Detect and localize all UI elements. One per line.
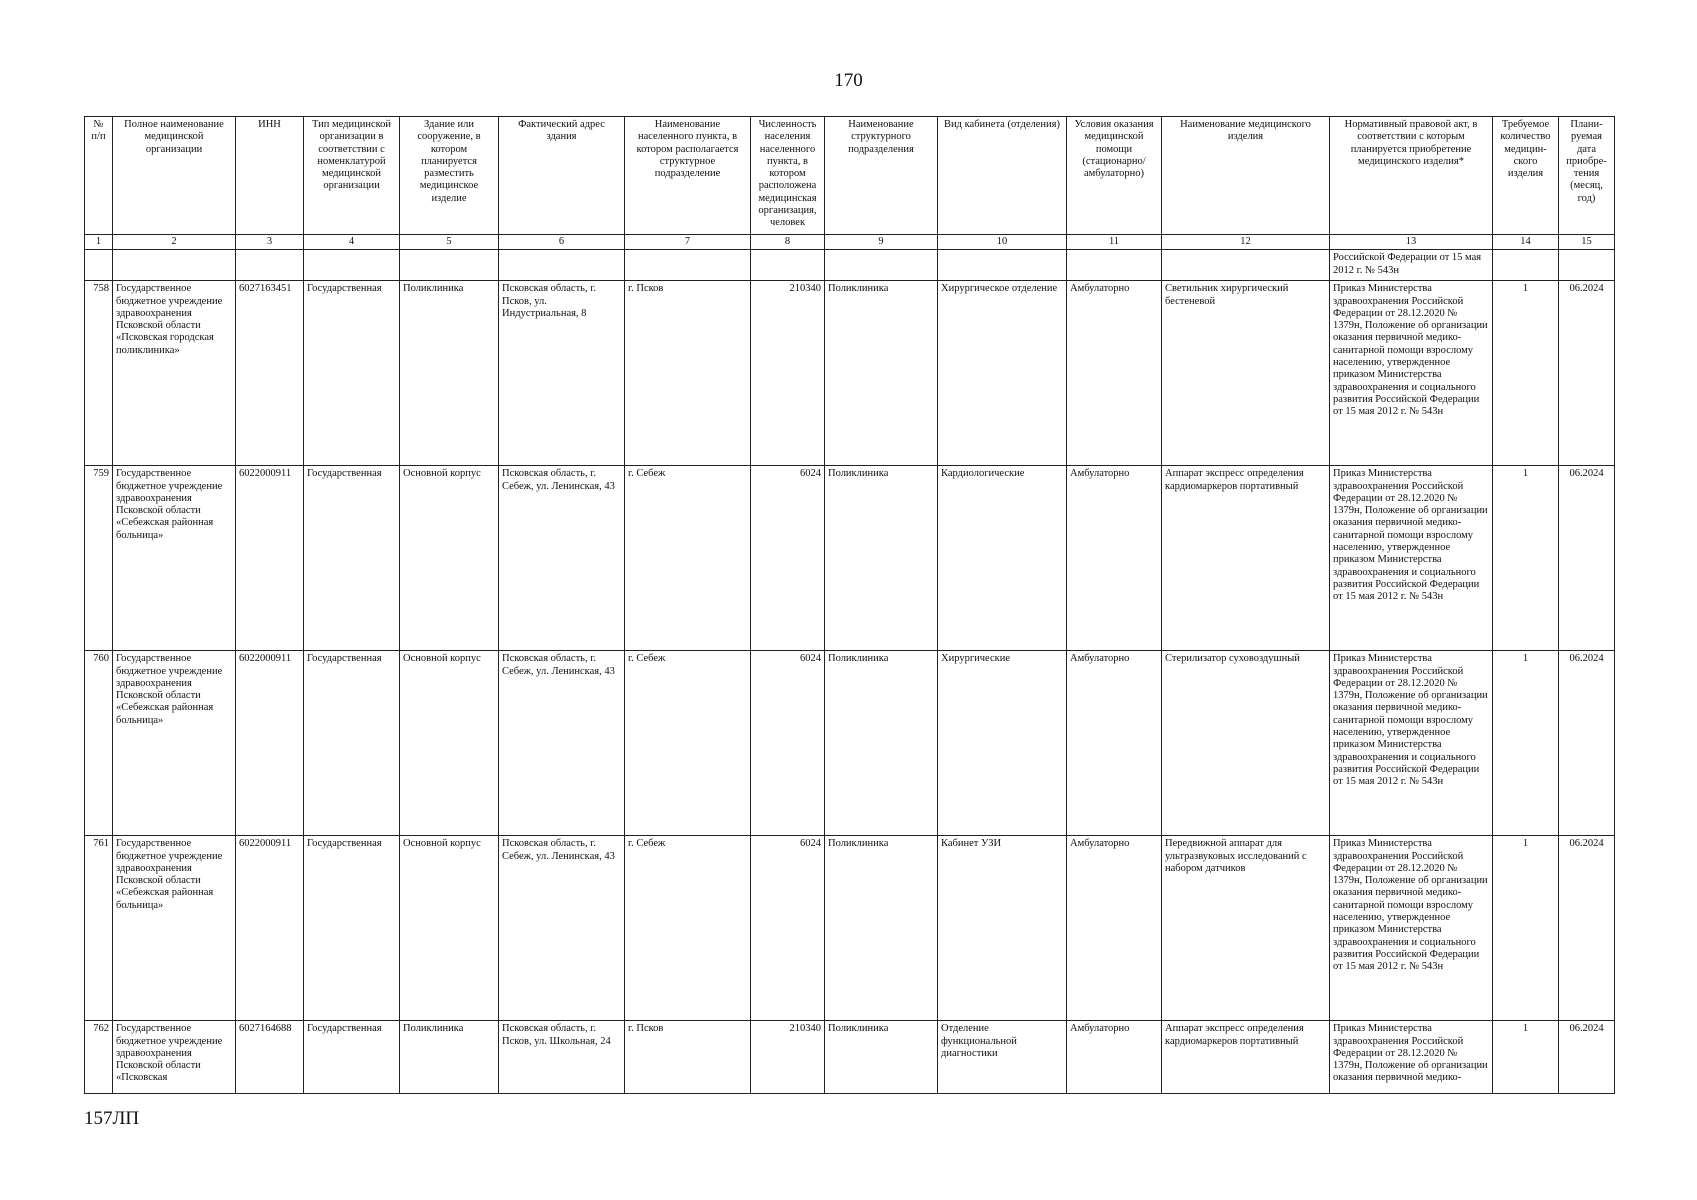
purchase-date: 06.2024 <box>1559 281 1615 466</box>
column-number: 13 <box>1330 235 1493 250</box>
header-cell: Нормативный правовой акт, в соответствии с которым планируется приобретение медицинского изделия* <box>1330 117 1493 235</box>
address: Псковская область, г. Псков, ул. Школьная, 24 <box>499 1021 625 1094</box>
inn: 6022000911 <box>236 466 304 651</box>
empty-cell <box>113 250 236 281</box>
table-row <box>85 1021 1615 1094</box>
cabinet-type: Кардиологические <box>938 466 1067 651</box>
locality: г. Себеж <box>625 651 751 836</box>
equipment-registry-table <box>84 116 1615 1094</box>
empty-cell <box>751 250 825 281</box>
column-number: 6 <box>499 235 625 250</box>
page-number: 170 <box>834 70 863 91</box>
building: Основной корпус <box>400 651 499 836</box>
inn: 6027164688 <box>236 1021 304 1094</box>
row-number: 758 <box>85 281 113 466</box>
organization-name: Государственное бюджетное учреждение здравоохранения Псковской области «Псковская <box>113 1021 236 1094</box>
column-number: 2 <box>113 235 236 250</box>
organization-type: Государственная <box>304 281 400 466</box>
header-cell: Наименование структурного подразделения <box>825 117 938 235</box>
purchase-date: 06.2024 <box>1559 651 1615 836</box>
structural-unit: Поликлиника <box>825 651 938 836</box>
continuation-row <box>85 250 1615 281</box>
column-number: 5 <box>400 235 499 250</box>
legal-act: Приказ Министерства здравоохранения Российской Федерации от 28.12.2020 № 1379н, Положение об организации оказания первичной медико-санитарной помощи взрослому населению, утвержденное приказом Министерства здравоохранения и социального развития Российской Федерации от 15 мая 2012 г. № 543н <box>1330 651 1493 836</box>
header-cell: Наименование медицинского изделия <box>1162 117 1330 235</box>
organization-type: Государственная <box>304 466 400 651</box>
column-number: 15 <box>1559 235 1615 250</box>
empty-cell <box>625 250 751 281</box>
empty-cell <box>400 250 499 281</box>
header-cell: Здание или сооружение, в котором планируется разместить медицинское изделие <box>400 117 499 235</box>
purchase-date: 06.2024 <box>1559 1021 1615 1094</box>
legal-act: Приказ Министерства здравоохранения Российской Федерации от 28.12.2020 № 1379н, Положение об организации оказания первичной медико-санитарной помощи взрослому населению, утвержденное приказом Министерства здравоохранения и социального развития Российской Федерации от 15 мая 2012 г. № 543н <box>1330 466 1493 651</box>
locality: г. Себеж <box>625 466 751 651</box>
column-number: 10 <box>938 235 1067 250</box>
building: Основной корпус <box>400 836 499 1021</box>
quantity: 1 <box>1493 836 1559 1021</box>
organization-type: Государственная <box>304 651 400 836</box>
legal-act: Приказ Министерства здравоохранения Российской Федерации от 28.12.2020 № 1379н, Положение об организации оказания первичной медико-санитарной помощи взрослому населению, утвержденное приказом Министерства здравоохранения и социального развития Российской Федерации от 15 мая 2012 г. № 543н <box>1330 836 1493 1021</box>
cabinet-type: Отделение функциональной диагностики <box>938 1021 1067 1094</box>
row-number: 761 <box>85 836 113 1021</box>
document-code: 157ЛП <box>84 1108 140 1129</box>
table-body <box>85 281 1615 1094</box>
legal-act: Приказ Министерства здравоохранения Российской Федерации от 28.12.2020 № 1379н, Положение об организации оказания первичной медико- <box>1330 1021 1493 1094</box>
row-number: 760 <box>85 651 113 836</box>
column-number: 14 <box>1493 235 1559 250</box>
device-name: Аппарат экспресс определения кардиомаркеров портативный <box>1162 1021 1330 1094</box>
empty-cell <box>85 250 113 281</box>
building: Поликлиника <box>400 1021 499 1094</box>
header-row <box>85 117 1615 235</box>
column-number: 4 <box>304 235 400 250</box>
structural-unit: Поликлиника <box>825 1021 938 1094</box>
table-row <box>85 651 1615 836</box>
organization-name: Государственное бюджетное учреждение здравоохранения Псковской области «Себежская районная больница» <box>113 836 236 1021</box>
organization-name: Государственное бюджетное учреждение здравоохранения Псковской области «Себежская районная больница» <box>113 466 236 651</box>
column-number: 9 <box>825 235 938 250</box>
row-number: 759 <box>85 466 113 651</box>
header-cell: Требуемое количество медицин-ского изделия <box>1493 117 1559 235</box>
column-number: 3 <box>236 235 304 250</box>
header-cell: Полное наименование медицинской организации <box>113 117 236 235</box>
empty-cell <box>1067 250 1162 281</box>
device-name: Передвижной аппарат для ультразвуковых исследований с набором датчиков <box>1162 836 1330 1021</box>
device-name: Стерилизатор суховоздушный <box>1162 651 1330 836</box>
empty-cell <box>1162 250 1330 281</box>
header-cell: Плани-руемая дата приобре-тения (месяц, год) <box>1559 117 1615 235</box>
population: 6024 <box>751 836 825 1021</box>
column-number-row <box>85 235 1615 250</box>
column-number: 11 <box>1067 235 1162 250</box>
column-number: 8 <box>751 235 825 250</box>
inn: 6022000911 <box>236 651 304 836</box>
act-continuation: Российской Федерации от 15 мая 2012 г. № 543н <box>1330 250 1493 281</box>
empty-cell <box>236 250 304 281</box>
header-cell: Численность населения населенного пункта, в котором расположена медицинская организация, человек <box>751 117 825 235</box>
structural-unit: Поликлиника <box>825 466 938 651</box>
care-conditions: Амбулаторно <box>1067 651 1162 836</box>
table-row <box>85 466 1615 651</box>
header-cell: Фактический адрес здания <box>499 117 625 235</box>
empty-cell <box>304 250 400 281</box>
row-number: 762 <box>85 1021 113 1094</box>
header-cell: Наименование населенного пункта, в котором располагается структурное подразделение <box>625 117 751 235</box>
quantity: 1 <box>1493 1021 1559 1094</box>
population: 6024 <box>751 651 825 836</box>
header-cell: Тип медицинской организации в соответствии с номенклатурой медицинской организации <box>304 117 400 235</box>
header-cell: № п/п <box>85 117 113 235</box>
population: 210340 <box>751 281 825 466</box>
purchase-date: 06.2024 <box>1559 836 1615 1021</box>
table-row <box>85 281 1615 466</box>
address: Псковская область, г. Себеж, ул. Ленинская, 43 <box>499 651 625 836</box>
organization-name: Государственное бюджетное учреждение здравоохранения Псковской области «Псковская городская поликлиника» <box>113 281 236 466</box>
empty-cell <box>938 250 1067 281</box>
locality: г. Псков <box>625 1021 751 1094</box>
address: Псковская область, г. Себеж, ул. Ленинская, 43 <box>499 466 625 651</box>
purchase-date: 06.2024 <box>1559 466 1615 651</box>
organization-type: Государственная <box>304 1021 400 1094</box>
cabinet-type: Хирургические <box>938 651 1067 836</box>
header-cell: Вид кабинета (отделения) <box>938 117 1067 235</box>
structural-unit: Поликлиника <box>825 281 938 466</box>
empty-cell <box>499 250 625 281</box>
building: Основной корпус <box>400 466 499 651</box>
population: 210340 <box>751 1021 825 1094</box>
population: 6024 <box>751 466 825 651</box>
device-name: Светильник хирургический бестеневой <box>1162 281 1330 466</box>
locality: г. Псков <box>625 281 751 466</box>
structural-unit: Поликлиника <box>825 836 938 1021</box>
care-conditions: Амбулаторно <box>1067 836 1162 1021</box>
address: Псковская область, г. Псков, ул. Индустриальная, 8 <box>499 281 625 466</box>
device-name: Аппарат экспресс определения кардиомаркеров портативный <box>1162 466 1330 651</box>
empty-cell <box>825 250 938 281</box>
building: Поликлиника <box>400 281 499 466</box>
quantity: 1 <box>1493 651 1559 836</box>
column-number: 12 <box>1162 235 1330 250</box>
inn: 6027163451 <box>236 281 304 466</box>
organization-name: Государственное бюджетное учреждение здравоохранения Псковской области «Себежская районная больница» <box>113 651 236 836</box>
empty-cell <box>1559 250 1615 281</box>
care-conditions: Амбулаторно <box>1067 281 1162 466</box>
address: Псковская область, г. Себеж, ул. Ленинская, 43 <box>499 836 625 1021</box>
column-number: 1 <box>85 235 113 250</box>
quantity: 1 <box>1493 466 1559 651</box>
quantity: 1 <box>1493 281 1559 466</box>
column-number: 7 <box>625 235 751 250</box>
care-conditions: Амбулаторно <box>1067 466 1162 651</box>
organization-type: Государственная <box>304 836 400 1021</box>
cabinet-type: Кабинет УЗИ <box>938 836 1067 1021</box>
inn: 6022000911 <box>236 836 304 1021</box>
empty-cell <box>1493 250 1559 281</box>
legal-act: Приказ Министерства здравоохранения Российской Федерации от 28.12.2020 № 1379н, Положение об организации оказания первичной медико-санитарной помощи взрослому населению, утвержденное приказом Министерства здравоохранения и социального развития Российской Федерации от 15 мая 2012 г. № 543н <box>1330 281 1493 466</box>
locality: г. Себеж <box>625 836 751 1021</box>
table-row <box>85 836 1615 1021</box>
cabinet-type: Хирургическое отделение <box>938 281 1067 466</box>
care-conditions: Амбулаторно <box>1067 1021 1162 1094</box>
header-cell: Условия оказания медицинской помощи (стационарно/ амбулаторно) <box>1067 117 1162 235</box>
header-cell: ИНН <box>236 117 304 235</box>
